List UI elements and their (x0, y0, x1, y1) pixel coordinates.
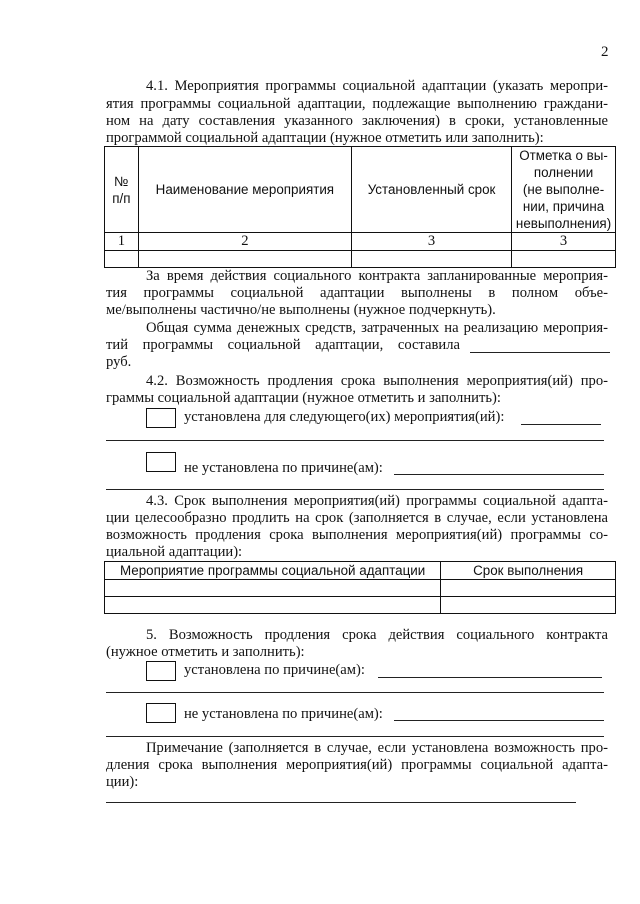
empty-cell[interactable] (105, 251, 139, 268)
total-sum-line-1: Общая сумма денежных средств, затраченных на реализацию мероприя- (146, 320, 608, 336)
section-4-3-line-1: 4.3. Срок выполнения мероприятия(ий) программы социальной адапта- (146, 493, 608, 509)
header-number: № п/п (105, 147, 139, 233)
total-sum-field[interactable] (470, 352, 610, 353)
note-field[interactable] (106, 802, 576, 803)
section-5-line-2: (нужное отметить и заполнить): (106, 644, 305, 660)
note-line-3: ции): (106, 774, 139, 790)
contract-extension-established-label: установлена по причине(ам): (184, 662, 365, 678)
section-4-1-line-2: ятия программы социальной адаптации, подлежащие выполнению граждани- (106, 96, 608, 112)
note-line-2: дления срока выполнения мероприятия(ий) программы социальной адапта- (106, 757, 608, 773)
section-4-3-line-3: возможность продления срока выполнения мероприятия(ий) программы со- (106, 527, 608, 543)
contract-extension-not-established-extra-line[interactable] (106, 736, 604, 737)
extension-not-established-checkbox[interactable] (146, 452, 176, 472)
program-activities-table (104, 146, 616, 268)
col-number-3: 3 (352, 233, 512, 251)
extension-established-field[interactable] (521, 424, 601, 425)
section-4-2-line-1: 4.2. Возможность продления срока выполнения мероприятия(ий) про- (146, 373, 608, 389)
contract-results-line-3: ме/выполнены частично/не выполнены (нужное подчеркнуть). (106, 302, 496, 318)
contract-results-line-2: тия программы социальной адаптации выполнены в полном объе- (106, 285, 608, 301)
extension-established-label: установлена для следующего(их) мероприятия(ий): (184, 409, 505, 425)
section-4-3-line-4: циальной адаптации): (106, 544, 243, 560)
empty-cell[interactable] (105, 580, 441, 597)
col-number-2: 2 (138, 233, 351, 251)
section-4-1-line-1: 4.1. Мероприятия программы социальной адаптации (указать меропри- (146, 78, 608, 94)
section-4-2-line-2: граммы социальной адаптации (нужное отметить и заполнить): (106, 390, 501, 406)
section-5-line-1: 5. Возможность продления срока действия социального контракта (146, 627, 608, 643)
note-line-1: Примечание (заполняется в случае, если установлена возможность про- (146, 740, 608, 756)
contract-results-line-1: За время действия социального контракта запланированные мероприя- (146, 268, 608, 284)
header-activity-name: Наименование мероприятия (138, 147, 351, 233)
extension-established-checkbox[interactable] (146, 408, 176, 428)
extension-not-established-label: не установлена по причине(ам): (184, 460, 383, 476)
contract-extension-established-checkbox[interactable] (146, 661, 176, 681)
section-4-1-line-4: программой социальной адаптации (нужное отметить или заполнить): (106, 130, 544, 146)
extension-not-established-field[interactable] (394, 474, 604, 475)
section-4-1-line-3: ном на дату составления указанного заключения) в сроки, установленные (106, 113, 608, 129)
header-completion-mark: Отметка о вы- полнении (не выполне- нии, причина невыполнения) (512, 147, 616, 233)
empty-cell[interactable] (352, 251, 512, 268)
header-program-activity: Мероприятие программы социальной адаптации (105, 562, 441, 580)
contract-extension-not-established-field[interactable] (394, 720, 604, 721)
empty-cell[interactable] (441, 597, 616, 614)
contract-extension-not-established-checkbox[interactable] (146, 703, 176, 723)
page-number: 2 (601, 44, 609, 60)
empty-cell[interactable] (105, 597, 441, 614)
header-deadline: Срок выполнения (441, 562, 616, 580)
empty-cell[interactable] (441, 580, 616, 597)
extension-established-extra-line[interactable] (106, 440, 604, 441)
total-sum-currency: руб. (106, 354, 132, 370)
total-sum-line-2: тий программы социальной адаптации, составила (106, 337, 460, 353)
empty-cell[interactable] (512, 251, 616, 268)
empty-cell[interactable] (138, 251, 351, 268)
contract-extension-established-field[interactable] (378, 677, 602, 678)
contract-extension-established-extra-line[interactable] (106, 692, 604, 693)
section-4-3-line-2: ции целесообразно продлить на срок (заполняется в случае, если установлена (106, 510, 608, 526)
extension-deadline-table (104, 561, 616, 614)
extension-not-established-extra-line[interactable] (106, 489, 604, 490)
col-number-4: 3 (512, 233, 616, 251)
header-set-deadline: Установленный срок (352, 147, 512, 233)
col-number-1: 1 (105, 233, 139, 251)
contract-extension-not-established-label: не установлена по причине(ам): (184, 706, 383, 722)
